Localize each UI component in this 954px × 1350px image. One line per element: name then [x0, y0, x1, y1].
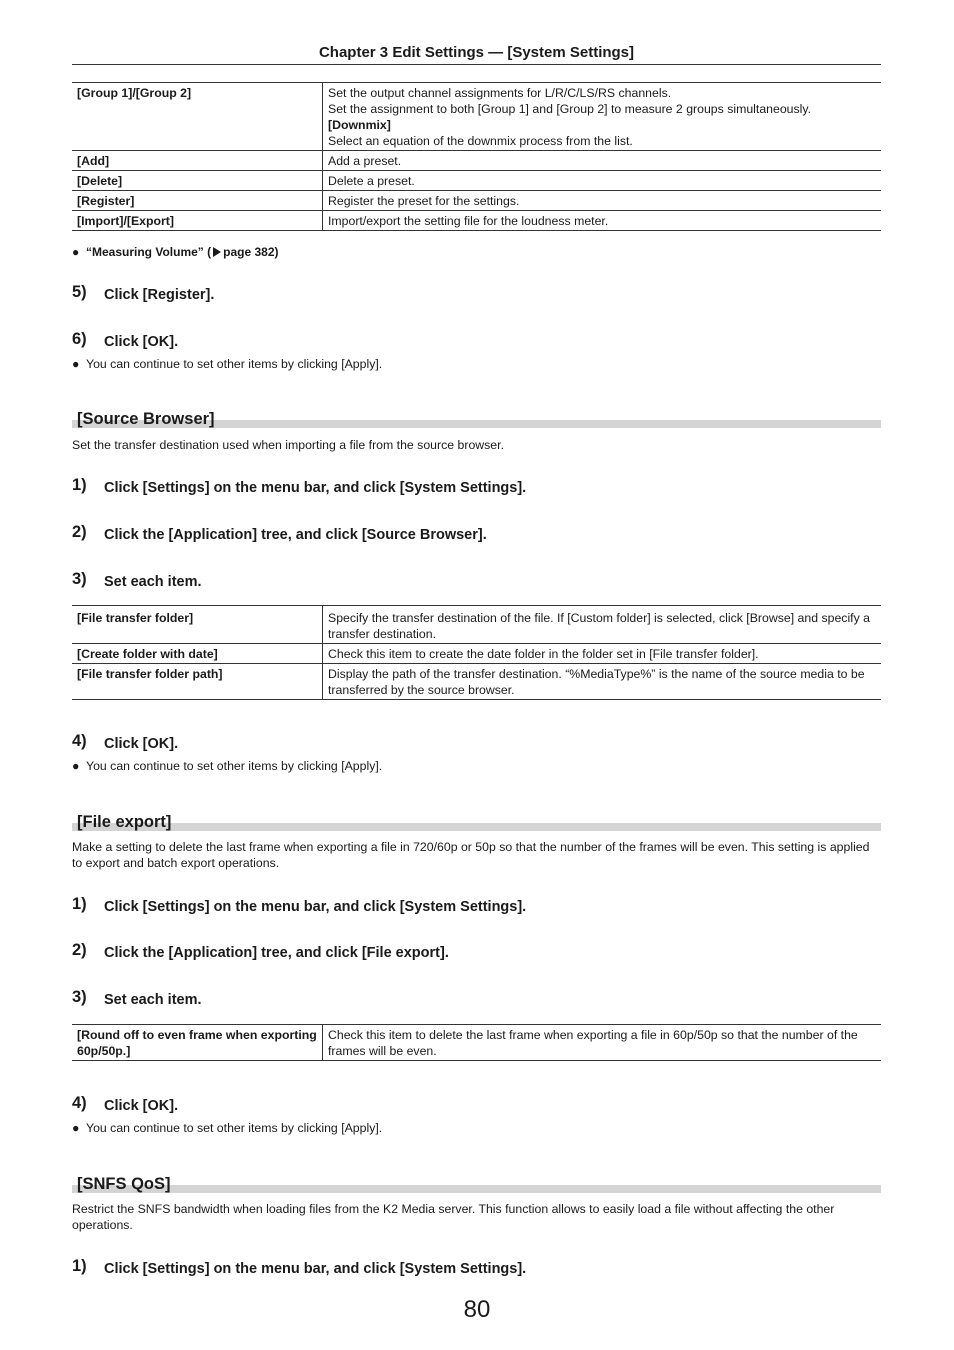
table-value: Specify the transfer destination of the file. If [Custom folder] is selected, click [Browse] and specify a transfer destination. [323, 606, 882, 644]
table-key: [Add] [72, 151, 323, 171]
step-1 [72, 895, 872, 917]
step-1 [72, 1257, 872, 1279]
section-bar [72, 823, 881, 831]
section-snfs-qos [72, 1175, 881, 1193]
step-text: Click [Settings] on the menu bar, and click [System Settings]. [104, 899, 527, 915]
table-value: Delete a preset. [323, 171, 882, 191]
table-value-line: Set the output channel assignments for L/R/C/LS/RS channels. [328, 86, 672, 100]
table-row [72, 83, 881, 151]
section-file-export [72, 813, 881, 831]
bullet-icon: ● [72, 1121, 80, 1135]
step-text: Set each item. [104, 574, 202, 590]
table-row [72, 151, 881, 171]
table-row [72, 211, 881, 231]
table-row [72, 664, 881, 700]
step-number: 3) [72, 570, 87, 588]
step-5 [72, 283, 872, 305]
table-row [72, 1025, 881, 1061]
apply-note [72, 1120, 872, 1136]
step-4 [72, 732, 872, 754]
source-browser-table [72, 605, 881, 700]
table-row [72, 191, 881, 211]
table-key: [File transfer folder path] [72, 664, 323, 700]
table-key: [Import]/[Export] [72, 211, 323, 231]
table-key: [File transfer folder] [72, 606, 323, 644]
loudness-settings-table [72, 82, 881, 231]
apply-note [72, 356, 872, 372]
table-value: Check this item to create the date folder in the folder set in [File transfer folder]. [323, 644, 882, 664]
play-arrow-icon [213, 247, 221, 257]
table-sub-text: Select an equation of the downmix process from the list. [328, 134, 633, 148]
step-text: Click [Settings] on the menu bar, and click [System Settings]. [104, 1261, 527, 1277]
step-2 [72, 523, 872, 545]
table-row [72, 171, 881, 191]
apply-note [72, 758, 872, 774]
table-row [72, 644, 881, 664]
table-key: [Round off to even frame when exporting 60p/50p.] [72, 1025, 323, 1061]
step-text: Click [Register]. [104, 287, 215, 303]
step-3 [72, 988, 872, 1010]
step-number: 3) [72, 988, 87, 1006]
section-source-browser [72, 410, 881, 428]
bullet-icon: ● [72, 245, 80, 259]
note-text: You can continue to set other items by clicking [Apply]. [86, 1121, 383, 1135]
step-text: Click the [Application] tree, and click [Source Browser]. [104, 527, 487, 543]
reference-link[interactable] [72, 244, 872, 260]
step-text: Click [OK]. [104, 736, 179, 752]
section-title: [SNFS QoS] [77, 1175, 171, 1193]
table-sub-key: [Downmix] [328, 118, 391, 132]
bullet-icon: ● [72, 759, 80, 773]
table-value-line: Set the assignment to both [Group 1] and [Group 2] to measure 2 groups simultaneously. [328, 102, 812, 116]
step-number: 2) [72, 941, 87, 959]
section-bar [72, 1185, 881, 1193]
step-number: 4) [72, 732, 87, 750]
bullet-icon: ● [72, 357, 80, 371]
step-text: Click [OK]. [104, 334, 179, 350]
section-title: [Source Browser] [77, 410, 215, 428]
step-3 [72, 570, 872, 592]
step-text: Click the [Application] tree, and click [File export]. [104, 945, 449, 961]
table-value: Add a preset. [323, 151, 882, 171]
chapter-header: Chapter 3 Edit Settings — [System Settings] [72, 44, 881, 65]
step-number: 5) [72, 283, 87, 301]
table-key: [Register] [72, 191, 323, 211]
step-1 [72, 476, 872, 498]
step-number: 1) [72, 476, 87, 494]
reference-link-text: “Measuring Volume” ( [86, 245, 212, 259]
table-value: Display the path of the transfer destination. “%MediaType%” is the name of the source media to be transferred by the source browser. [323, 664, 882, 700]
reference-page: page 382) [223, 245, 279, 259]
section-intro: Set the transfer destination used when importing a file from the source browser. [72, 438, 504, 452]
step-text: Click [OK]. [104, 1098, 179, 1114]
step-text: Set each item. [104, 992, 202, 1008]
table-value: Import/export the setting file for the loudness meter. [323, 211, 882, 231]
note-text: You can continue to set other items by clicking [Apply]. [86, 759, 383, 773]
page-number: 80 [463, 1296, 491, 1323]
step-4 [72, 1094, 872, 1116]
table-row [72, 606, 881, 644]
step-6 [72, 330, 872, 352]
section-title: [File export] [77, 813, 172, 831]
step-number: 1) [72, 1257, 87, 1275]
step-number: 1) [72, 895, 87, 913]
step-number: 2) [72, 523, 87, 541]
table-key: [Group 1]/[Group 2] [72, 83, 323, 151]
table-value: Check this item to delete the last frame when exporting a file in 60p/50p so that the number of the frames will be even. [323, 1025, 882, 1061]
step-number: 6) [72, 330, 87, 348]
file-export-table [72, 1024, 881, 1061]
step-2 [72, 941, 872, 963]
section-intro: Restrict the SNFS bandwidth when loading files from the K2 Media server. This function allows to easily load a file without affecting the other operations. [72, 1202, 835, 1232]
step-number: 4) [72, 1094, 87, 1112]
section-intro: Make a setting to delete the last frame when exporting a file in 720/60p or 50p so that the number of the frames will be even. This setting is applied to export and batch export operations. [72, 840, 870, 870]
table-key: [Create folder with date] [72, 644, 323, 664]
table-value [323, 83, 882, 151]
table-key: [Delete] [72, 171, 323, 191]
table-value: Register the preset for the settings. [323, 191, 882, 211]
note-text: You can continue to set other items by clicking [Apply]. [86, 357, 383, 371]
step-text: Click [Settings] on the menu bar, and click [System Settings]. [104, 480, 527, 496]
